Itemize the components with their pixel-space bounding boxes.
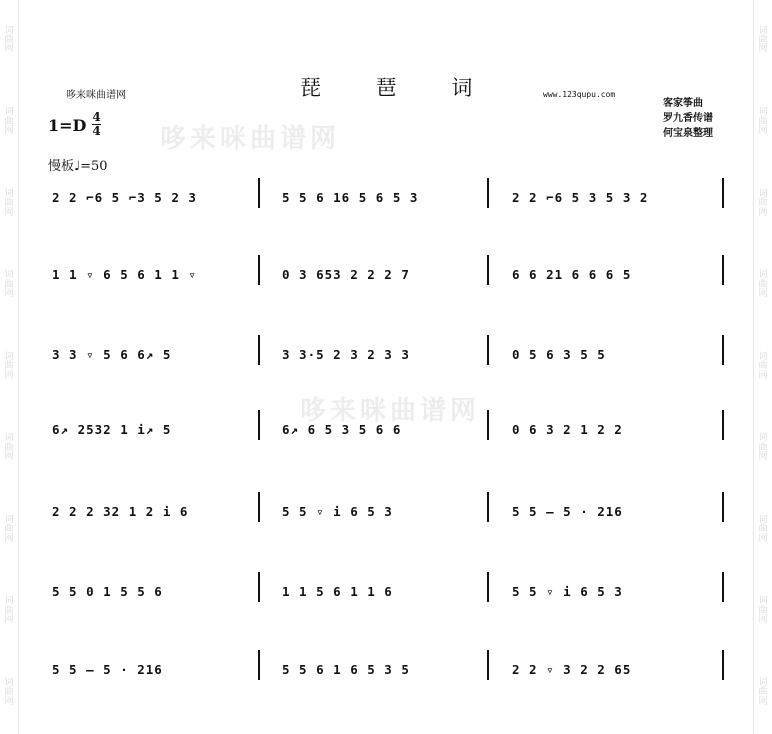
measure: 1 1 ▿ 6 5 6 1 1 ▿ <box>52 267 197 282</box>
measure: 6↗ 6 5 3 5 6 6 <box>282 422 402 437</box>
measure: 2 2 ⌐6 5 3 5 3 2 <box>512 190 649 205</box>
credit-line: 罗九香传谱 <box>663 113 713 124</box>
credits <box>663 96 713 141</box>
measure: 6 6 21 6 6 6 5 <box>512 267 632 282</box>
barline <box>258 335 260 365</box>
side-watermark: 词 曲 网 <box>758 270 768 300</box>
site-url: www.123qupu.com <box>543 90 616 99</box>
barline <box>722 178 724 208</box>
measure: 0 5 6 3 5 5 <box>512 347 606 362</box>
left-watermark-strip <box>0 0 19 734</box>
side-watermark: 词 曲 网 <box>758 433 768 463</box>
barline <box>258 572 260 602</box>
tempo-marking: 慢板♩=50 <box>48 159 108 174</box>
barline <box>258 410 260 440</box>
barline <box>487 255 489 285</box>
barline <box>487 410 489 440</box>
background-watermark: 哆来咪曲谱网 <box>300 396 481 426</box>
side-watermark: 词 曲 网 <box>758 596 768 626</box>
side-watermark: 词 曲 网 <box>4 107 14 137</box>
side-watermark: 词 曲 网 <box>4 596 14 626</box>
credit-line: 何宝泉整理 <box>663 128 713 139</box>
barline <box>487 178 489 208</box>
measure: 1 1 5 6 1 1 6 <box>282 584 393 599</box>
barline <box>487 335 489 365</box>
side-watermark: 词 曲 网 <box>4 433 14 463</box>
measure: 5 5 0 1 5 5 6 <box>52 584 163 599</box>
barline <box>722 410 724 440</box>
time-signature <box>92 111 101 138</box>
time-signature-top: 4 <box>92 110 101 124</box>
barline <box>258 178 260 208</box>
measure: 5 5 6 1 6 5 3 5 <box>282 662 410 677</box>
measure: 2 2 ▿ 3 2 2 65 <box>512 662 632 677</box>
right-watermark-strip <box>753 0 772 734</box>
side-watermark: 词 曲 网 <box>4 25 14 55</box>
measure: 3 3·5 2 3 2 3 3 <box>282 347 410 362</box>
side-watermark: 词 曲 网 <box>758 188 768 218</box>
measure: 5 5 ▿ i 6 5 3 <box>282 504 393 519</box>
barline <box>487 650 489 680</box>
background-watermark: 哆来咪曲谱网 <box>160 124 341 154</box>
barline <box>487 572 489 602</box>
side-watermark: 词 曲 网 <box>758 25 768 55</box>
barline <box>722 572 724 602</box>
barline <box>722 335 724 365</box>
site-name: 哆来咪曲谱网 <box>66 90 126 101</box>
measure: 2 2 2 32 1 2 i 6 <box>52 504 189 519</box>
measure: 5 5 ▿ i 6 5 3 <box>512 584 623 599</box>
barline <box>722 492 724 522</box>
measure: 0 3 653 2 2 2 7 <box>282 267 410 282</box>
side-watermark: 词 曲 网 <box>4 514 14 544</box>
barline <box>722 650 724 680</box>
measure: 5 5 – 5 · 216 <box>512 504 623 519</box>
side-watermark: 词 曲 网 <box>758 677 768 707</box>
side-watermark: 词 曲 网 <box>758 107 768 137</box>
barline <box>258 650 260 680</box>
barline <box>722 255 724 285</box>
credit-line: 客家筝曲 <box>663 98 703 109</box>
measure: 5 5 6 16 5 6 5 3 <box>282 190 419 205</box>
side-watermark: 词 曲 网 <box>4 270 14 300</box>
time-signature-bottom: 4 <box>92 124 101 138</box>
side-watermark: 词 曲 网 <box>4 351 14 381</box>
side-watermark: 词 曲 网 <box>4 677 14 707</box>
measure: 6↗ 2532 1 i↗ 5 <box>52 422 172 437</box>
key-signature: 1=D <box>48 116 87 135</box>
side-watermark: 词 曲 网 <box>4 188 14 218</box>
measure: 5 5 – 5 · 216 <box>52 662 163 677</box>
measure: 3 3 ▿ 5 6 6↗ 5 <box>52 347 172 362</box>
side-watermark: 词 曲 网 <box>758 351 768 381</box>
barline <box>258 492 260 522</box>
side-watermark: 词 曲 网 <box>758 514 768 544</box>
measure: 0 6 3 2 1 2 2 <box>512 422 623 437</box>
barline <box>487 492 489 522</box>
measure: 2 2 ⌐6 5 ⌐3 5 2 3 <box>52 190 197 205</box>
barline <box>258 255 260 285</box>
page-title: 琵 琶 词 <box>300 76 497 100</box>
